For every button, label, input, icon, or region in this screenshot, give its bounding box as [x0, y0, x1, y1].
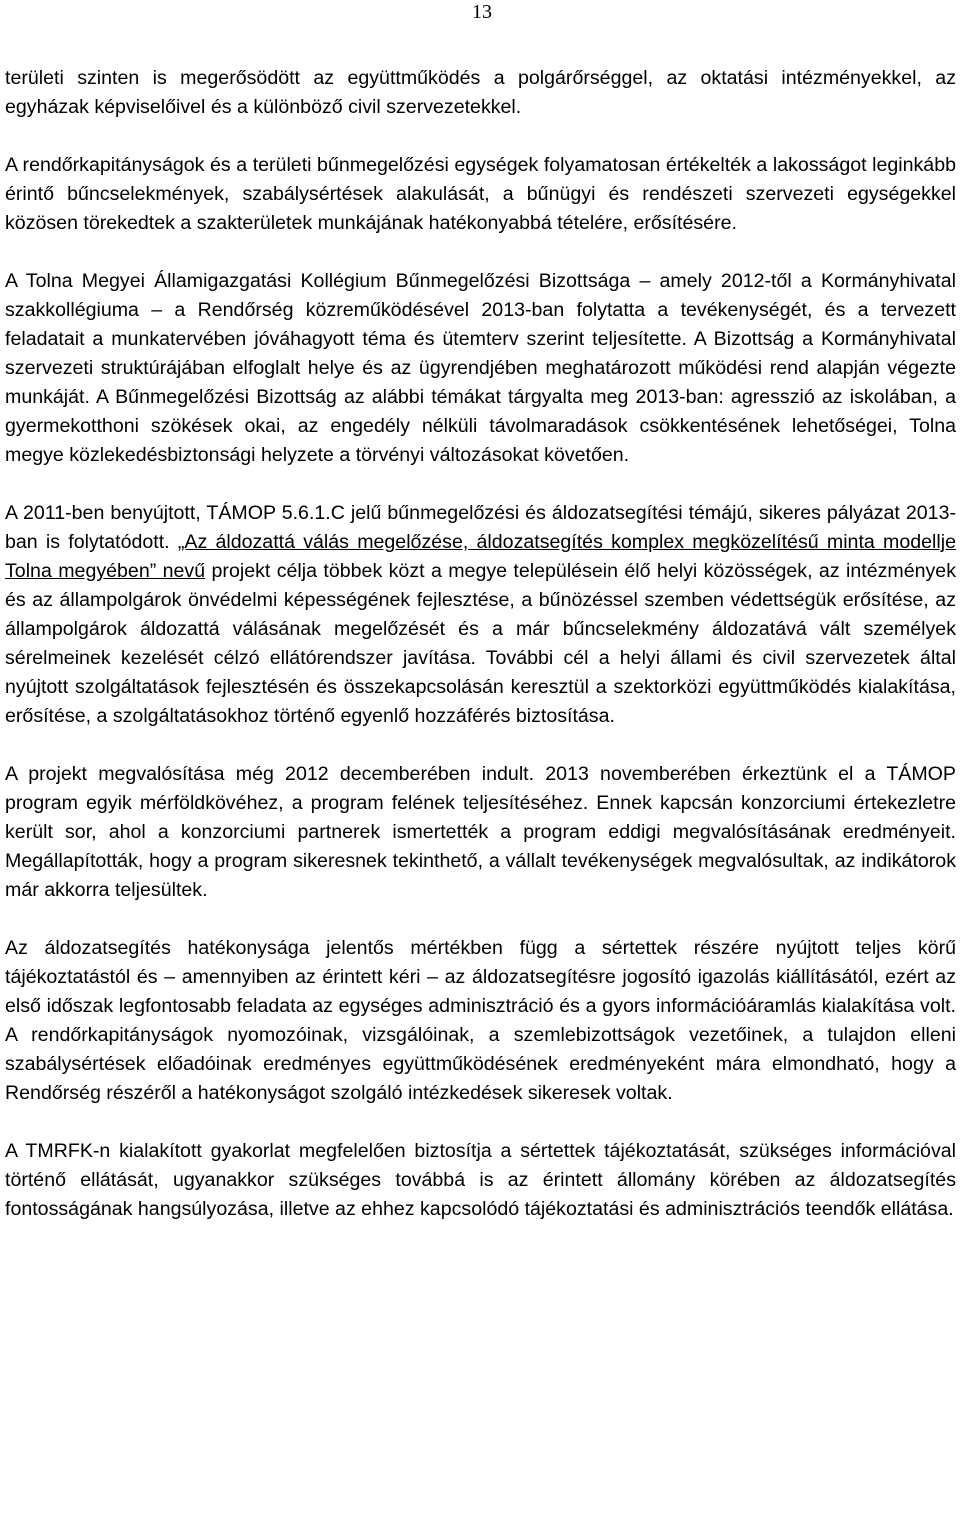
- paragraph-tamop-project: [5, 499, 956, 731]
- paragraph-project-progress: A projekt megvalósítása még 2012 decemberében indult. 2013 novemberében érkeztünk el a TÁMOP program egyik mérföldkövéhez, a program felének teljesítéséhez. Ennek kapcsán konzorciumi értekezletre került sor, ahol a konzorciumi partnerek ismertették a program eddigi megvalósításának eredményeit. Megállapították, hogy a program sikeresnek tekinthető, a vállalt tevékenységek megvalósultak, az indikátorok már akkorra teljesültek.: [5, 763, 956, 901]
- paragraph-prevention-committee: A Tolna Megyei Államigazgatási Kollégium Bűnmegelőzési Bizottsága – amely 2012-től a Kormányhivatal szakkollégiuma – a Rendőrség közreműködésével 2013-ban folytatta a tevékenységét, és a tervezett feladatait a munkatervében jóváhagyott téma és ütemterv szerint teljesítette. A Bizottság a Kormányhivatal szervezeti struktúrájában elfoglalt helye és az ügyrendjében meghatározott működési rend alapján végezte munkáját. A Bűnmegelőzési Bizottság az alábbi témákat tárgyalta meg 2013-ban: agresszió az iskolában, a gyermekotthoni szökések okai, az engedély nélküli távolmaradások csökkentésének lehetőségei, Tolna megye közlekedésbiztonsági helyzete a törvényi változásokat követően.: [5, 270, 956, 466]
- paragraph-police-evaluation: A rendőrkapitányságok és a területi bűnmegelőzési egységek folyamatosan értékelték a lakosságot leginkább érintő bűncselekmények, szabálysértések alakulását, a bűnügyi és rendészeti szervezeti egységekkel közösen törekedtek a szakterületek munkájának hatékonyabbá tételére, erősítésére.: [5, 154, 956, 234]
- project-title-underlined: „Az áldozattá válás megelőzése, áldozatsegítés komplex megközelítésű minta modellje Tolna megyében” nevű: [5, 531, 956, 582]
- page-number: 13: [472, 1, 492, 23]
- paragraph-tamop-intro: A 2011-ben benyújtott, TÁMOP 5.6.1.C jelű bűnmegelőzési és áldozatsegítési témájú, sikeres pályázat 2013-ban is folytatódott.: [5, 502, 956, 553]
- paragraph-tamop-body: projekt célja többek közt a megye településein élő helyi közösségek, az intézmények és az állampolgárok önvédelmi képességének fejlesztése, a bűnözéssel szemben védettségük erősítése, az állampolgárok áldozattá válásának megelőzését és a már bűncselekmény áldozatává vált személyek sérelmeinek kezelését célzó ellátórendszer javítása. További cél a helyi állami és civil szervezetek által nyújtott szolgáltatások fejlesztésén és összekapcsolásán keresztül a szektorközi együttműködés kialakítása, erősítése, a szolgáltatásokhoz történő egyenlő hozzáférés biztosítása.: [5, 560, 957, 727]
- paragraph-cooperation: területi szinten is megerősödött az együttműködés a polgárőrséggel, az oktatási intézményekkel, az egyházak képviselőivel és a különböző civil szervezetekkel.: [5, 67, 956, 118]
- document-body: [5, 64, 956, 1224]
- paragraph-victim-support: Az áldozatsegítés hatékonysága jelentős mértékben függ a sértettek részére nyújtott teljes körű tájékoztatástól és – amennyiben az érintett kéri – az áldozatsegítésre jogosító igazolás kiállításától, ezért az első időszak legfontosabb feladata az egységes adminisztráció és a gyors információáramlás kialakítása volt. A rendőrkapitányságok nyomozóinak, vizsgálóinak, a szemlebizottságok vezetőinek, a tulajdon elleni szabálysértések előadóinak eredményes együttműködésének eredményeként mára elmondható, hogy a Rendőrség részéről a hatékonyságot szolgáló intézkedések sikeresek voltak.: [5, 937, 956, 1104]
- paragraph-tmrfk-practice: A TMRFK-n kialakított gyakorlat megfelelően biztosítja a sértettek tájékoztatását, szükséges információval történő ellátását, ugyanakkor szükséges továbbá is az érintett állomány körében az áldozatsegítés fontosságának hangsúlyozása, illetve az ehhez kapcsolódó tájékoztatási és adminisztrációs teendők ellátása.: [5, 1140, 956, 1220]
